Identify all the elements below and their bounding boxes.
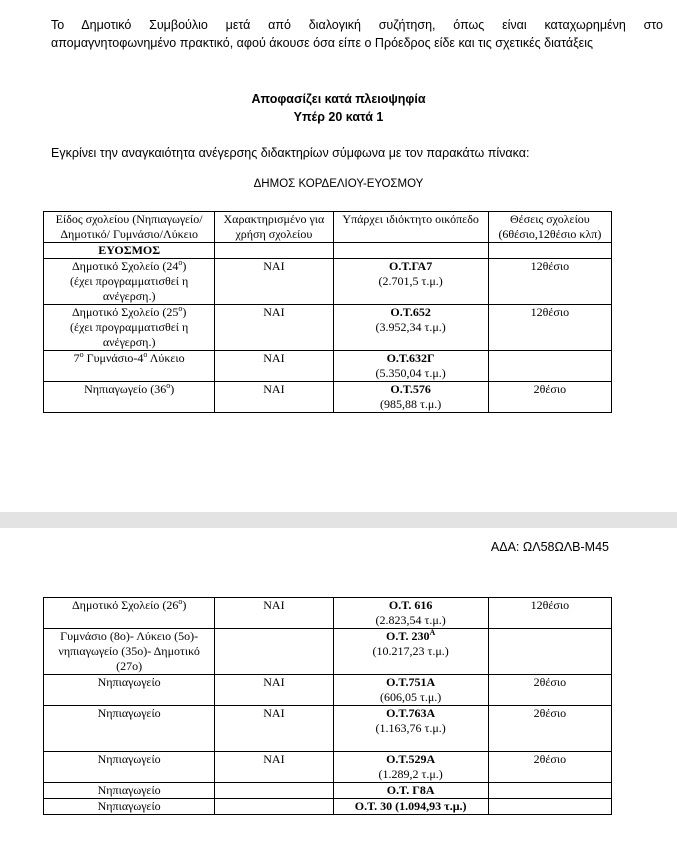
- decision-title: Αποφασίζει κατά πλειοψηφία: [251, 92, 426, 106]
- capacity-cell: 2θέσιο: [488, 382, 611, 413]
- designated-cell: [215, 629, 333, 675]
- plot-cell: Ο.Τ.751Α (606,05 τ.μ.): [333, 675, 488, 706]
- capacity-cell: [488, 351, 611, 382]
- school-name-cell: $7^o$ Γυμνάσιο-$4^o$ Λύκειο: [44, 351, 215, 382]
- table-row: [44, 598, 612, 629]
- table-cell: [488, 243, 611, 259]
- header-own-plot: Υπάρχει ιδιόκτητο οικόπεδο: [333, 212, 488, 243]
- school-name-cell: Δημοτικό Σχολείο $(24^o)$ (έχει προγραμματισθεί η ανέγερση.): [44, 259, 215, 305]
- capacity-cell: [488, 799, 611, 815]
- header-school-type: Είδος σχολείου (Νηπιαγωγείο/Δημοτικό/ Γυμνάσιο/Λύκειο: [44, 212, 215, 243]
- designated-cell: ΝΑΙ: [215, 305, 333, 351]
- designated-cell: ΝΑΙ: [215, 675, 333, 706]
- intro-line-2: απομαγνητοφωνημένο πρακτικό, αφού άκουσε όσα είπε ο Πρόεδρος είδε και τις σχετικές διατάξεις: [51, 36, 594, 50]
- plot-cell: Ο.Τ.529Α (1.289,2 τ.μ.): [333, 752, 488, 783]
- plot-cell: Ο.Τ. 30 (1.094,93 τ.μ.): [333, 799, 488, 815]
- school-name-cell: Δημοτικό Σχολείο $(26^o)$: [44, 598, 215, 629]
- capacity-cell: 12θέσιο: [488, 598, 611, 629]
- school-name-cell: Γυμνάσιο (8ο)- Λύκειο (5ο)- νηπιαγωγείο (35ο)- Δημοτικό (27ο): [44, 629, 215, 675]
- page-separator: [0, 512, 677, 528]
- designated-cell: ΝΑΙ: [215, 706, 333, 752]
- header-capacity: Θέσεις σχολείου (6θέσιο,12θέσιο κλπ): [488, 212, 611, 243]
- table-cell: [333, 243, 488, 259]
- table-row: [44, 629, 612, 675]
- school-name-cell: Νηπιαγωγείο: [44, 799, 215, 815]
- designated-cell: ΝΑΙ: [215, 752, 333, 783]
- decision-vote: Υπέρ 20 κατά 1: [293, 110, 384, 124]
- section-row: [44, 243, 612, 259]
- plot-cell: Ο.Τ. Γ8Α: [333, 783, 488, 799]
- capacity-cell: 12θέσιο: [488, 259, 611, 305]
- capacity-cell: 2θέσιο: [488, 752, 611, 783]
- designated-cell: [215, 783, 333, 799]
- table-cell: [215, 243, 333, 259]
- school-name-cell: Νηπιαγωγείο $(36^o)$: [44, 382, 215, 413]
- table-row: [44, 382, 612, 413]
- intro-line-1: Το Δημοτικό Συμβούλιο μετά από διαλογική συζήτηση, όπως είναι καταχωρημένη στο: [51, 18, 663, 32]
- plot-cell: Ο.Τ.632Γ (5.350,04 τ.μ.): [333, 351, 488, 382]
- table-row: [44, 706, 612, 752]
- designated-cell: [215, 799, 333, 815]
- capacity-cell: 2θέσιο: [488, 675, 611, 706]
- plot-cell: Ο.Τ.576 (985,88 τ.μ.): [333, 382, 488, 413]
- section-label: ΕΥΟΣΜΟΣ: [44, 243, 215, 259]
- table-row: [44, 351, 612, 382]
- plot-cell: Ο.Τ. $230^A$ (10.217,23 τ.μ.): [333, 629, 488, 675]
- school-name-cell: Νηπιαγωγείο: [44, 783, 215, 799]
- schools-table-part-1: [43, 211, 612, 413]
- plot-cell: Ο.Τ.ΓΑ7 (2.701,5 τ.μ.): [333, 259, 488, 305]
- plot-cell: Ο.Τ. 616 (2.823,54 τ.μ.): [333, 598, 488, 629]
- capacity-cell: 2θέσιο: [488, 706, 611, 752]
- table-row: [44, 799, 612, 815]
- plot-cell: Ο.Τ.763Α (1.163,76 τ.μ.): [333, 706, 488, 752]
- capacity-cell: 12θέσιο: [488, 305, 611, 351]
- header-designated: Χαρακτηρισμένο για χρήση σχολείου: [215, 212, 333, 243]
- approval-text: Εγκρίνει την αναγκαιότητα ανέγερσης διδακτηρίων σύμφωνα με τον παρακάτω πίνακα:: [51, 146, 530, 160]
- school-name-cell: Δημοτικό Σχολείο $(25^o)$ (έχει προγραμματισθεί η ανέγερση.): [44, 305, 215, 351]
- table-row: [44, 783, 612, 799]
- ada-code: ΑΔΑ: ΩΛ58ΩΛΒ-Μ45: [490, 540, 609, 554]
- table-row: [44, 675, 612, 706]
- municipality-title: ΔΗΜΟΣ ΚΟΡΔΕΛΙΟΥ-ΕΥΟΣΜΟΥ: [253, 178, 424, 190]
- designated-cell: ΝΑΙ: [215, 598, 333, 629]
- designated-cell: ΝΑΙ: [215, 382, 333, 413]
- school-name-cell: Νηπιαγωγείο: [44, 675, 215, 706]
- designated-cell: ΝΑΙ: [215, 259, 333, 305]
- school-name-cell: Νηπιαγωγείο: [44, 752, 215, 783]
- table-row: [44, 259, 612, 305]
- capacity-cell: [488, 783, 611, 799]
- plot-cell: Ο.Τ.652 (3.952,34 τ.μ.): [333, 305, 488, 351]
- schools-table-part-2: [43, 597, 612, 815]
- table-row: [44, 752, 612, 783]
- capacity-cell: [488, 629, 611, 675]
- designated-cell: ΝΑΙ: [215, 351, 333, 382]
- table-row: [44, 305, 612, 351]
- table-header-row: [44, 212, 612, 243]
- school-name-cell: Νηπιαγωγείο: [44, 706, 215, 752]
